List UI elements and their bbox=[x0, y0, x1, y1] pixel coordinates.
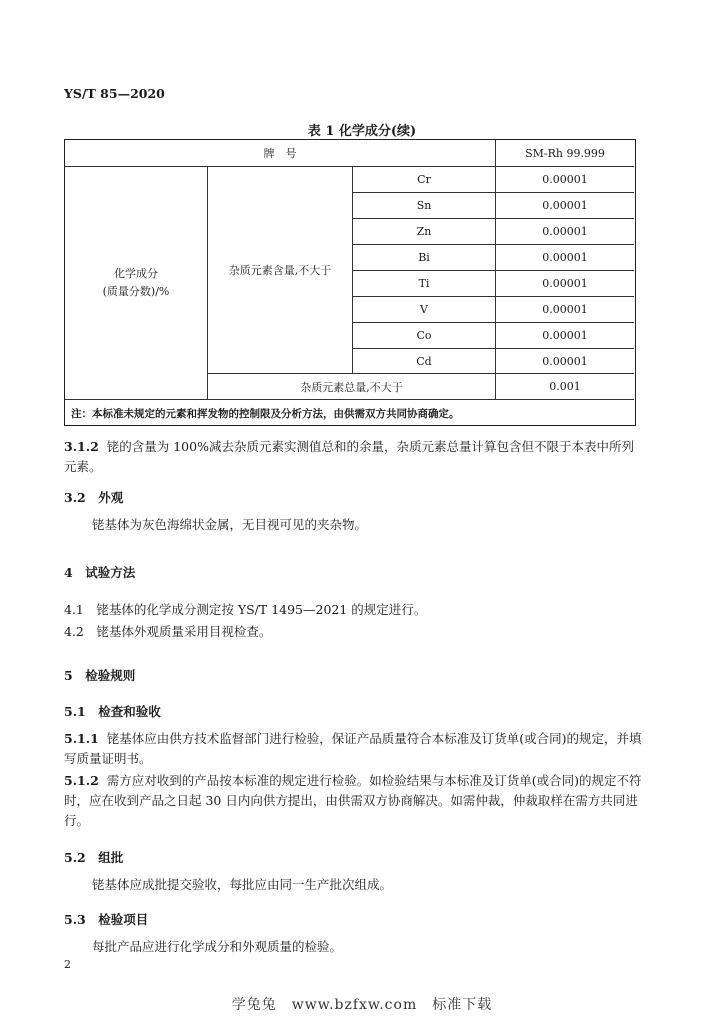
element-value: 0.00001 bbox=[542, 173, 588, 186]
composition-label bbox=[65, 167, 207, 399]
section-heading-5-3: 5.3 检验项目 bbox=[64, 912, 149, 927]
element-name: Cd bbox=[416, 354, 432, 368]
element-name: Ti bbox=[418, 277, 430, 290]
element-name: Bi bbox=[418, 251, 430, 264]
grade-header-value: SM-Rh 99.999 bbox=[525, 146, 605, 160]
clause-4-1: 4.1 铑基体的化学成分测定按 YS/T 1495—2021 的规定进行。 bbox=[64, 602, 427, 617]
element-value: 0.00001 bbox=[542, 303, 588, 316]
clause-number: 3.1.2 bbox=[64, 439, 99, 454]
element-value: 0.00001 bbox=[542, 199, 588, 212]
element-name: Co bbox=[416, 329, 432, 342]
impurity-group-label: 杂质元素含量,不大于 bbox=[228, 264, 332, 277]
table-note: 注：本标准未规定的元素和挥发物的控制限及分析方法，由供需双方共同协商确定。 bbox=[71, 408, 460, 420]
note-rule bbox=[65, 399, 634, 400]
section-heading-5-2: 5.2 组批 bbox=[64, 850, 124, 865]
clause-text: 需方应对收到的产品按本标准的规定进行检验。如检验结果与本标准及订货单(或合同)的规定不符时，应在收到产品之日起 30 日内向供方提出，由供需双方协商解决。如需仲裁，仲裁取样在需方共同进行。 bbox=[64, 773, 642, 828]
document-code: YS/T 85—2020 bbox=[64, 86, 165, 101]
clause-number: 5.1.2 bbox=[64, 773, 99, 788]
element-name: Cr bbox=[417, 173, 431, 186]
section-heading-5: 5 检验规则 bbox=[64, 668, 136, 683]
total-impurity-value: 0.001 bbox=[549, 380, 581, 393]
clause-number: 5.1.1 bbox=[64, 731, 99, 746]
section-heading-3-2: 3.2 外观 bbox=[64, 490, 124, 505]
paragraph-inspection-items: 每批产品应进行化学成分和外观质量的检验。 bbox=[92, 939, 343, 954]
element-value: 0.00001 bbox=[542, 354, 588, 368]
clause-5-1-1 bbox=[64, 729, 644, 769]
section-heading-5-1: 5.1 检查和验收 bbox=[64, 704, 161, 719]
chemical-composition-table bbox=[64, 139, 636, 426]
grade-header-label: 牌 号 bbox=[263, 147, 297, 160]
element-name: V bbox=[420, 303, 428, 316]
paragraph-appearance: 铑基体为灰色海绵状金属，无目视可见的夹杂物。 bbox=[92, 517, 368, 532]
element-value: 0.00001 bbox=[542, 251, 588, 264]
clause-5-1-2 bbox=[64, 771, 644, 831]
paragraph-batching: 铑基体应成批提交验收，每批应由同一生产批次组成。 bbox=[92, 877, 393, 892]
composition-label-main: 化学成分 bbox=[114, 267, 158, 280]
clause-3-1-2 bbox=[64, 437, 644, 477]
table-caption: 表 1 化学成分(续) bbox=[307, 124, 417, 139]
watermark-footer: 学兔兔 www.bzfxw.com 标准下载 bbox=[231, 997, 493, 1013]
element-value: 0.00001 bbox=[542, 329, 588, 342]
element-name: Sn bbox=[416, 199, 432, 212]
page-number: 2 bbox=[64, 958, 71, 971]
clause-text: 铑基体应由供方技术监督部门进行检验，保证产品质量符合本标准及订货单(或合同)的规定，并填写质量证明书。 bbox=[64, 731, 642, 766]
element-value: 0.00001 bbox=[542, 225, 588, 238]
section-heading-4: 4 试验方法 bbox=[64, 565, 136, 580]
composition-label-unit: (质量分数)/% bbox=[102, 285, 170, 298]
clause-4-2: 4.2 铑基体外观质量采用目视检查。 bbox=[64, 624, 272, 639]
clause-text: 铑的含量为 100%减去杂质元素实测值总和的余量，杂质元素总量计算包含但不限于本表中所列元素。 bbox=[64, 439, 634, 474]
element-name: Zn bbox=[416, 225, 432, 238]
element-value: 0.00001 bbox=[542, 277, 588, 290]
total-impurity-label: 杂质元素总量,不大于 bbox=[300, 380, 403, 394]
